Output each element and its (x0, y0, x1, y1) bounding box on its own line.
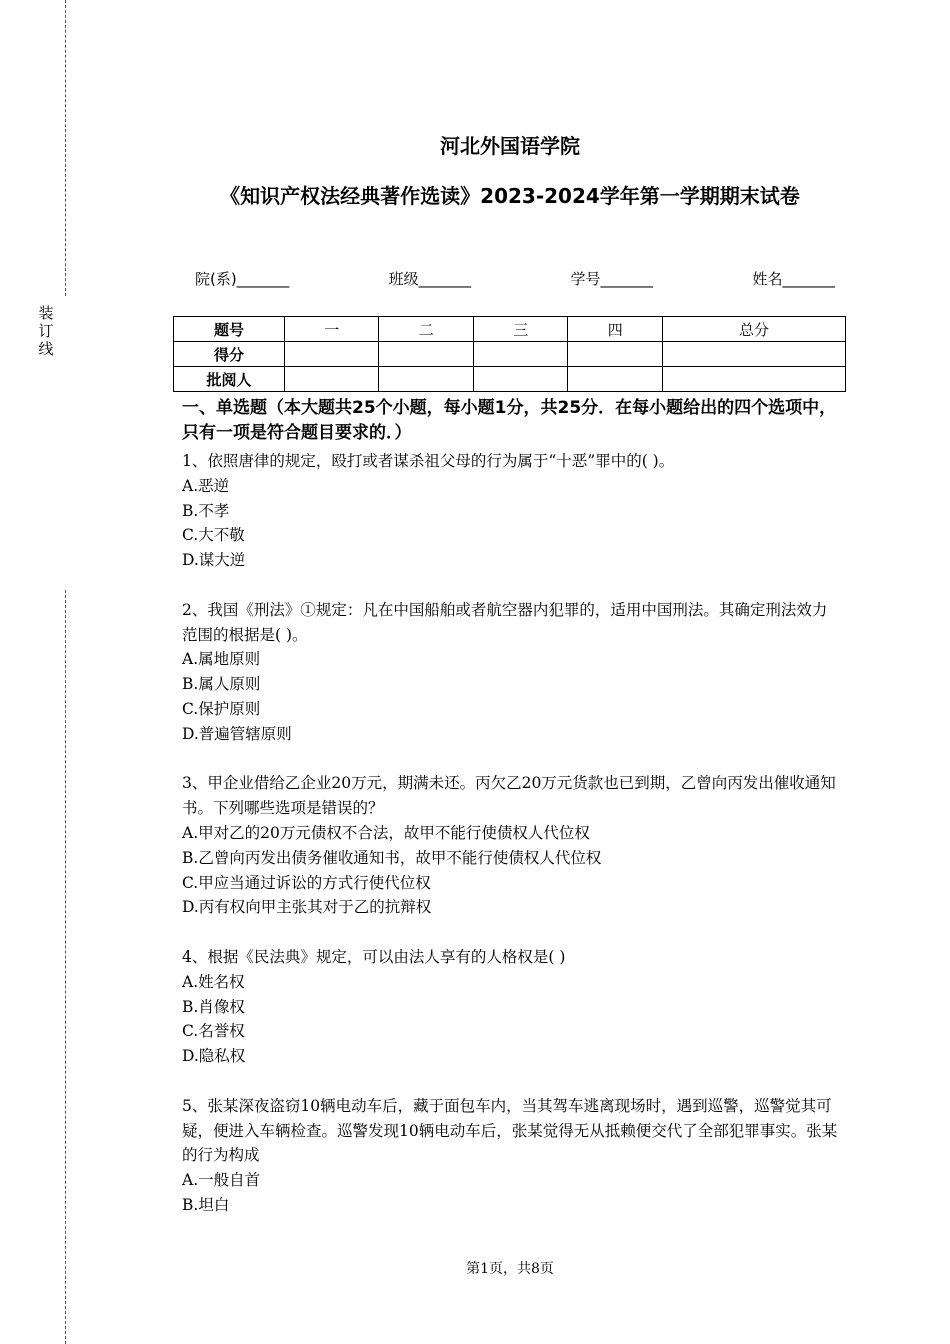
score-cell (379, 342, 473, 367)
binding-label: 装订线 (38, 304, 54, 358)
question-option: A.恶逆 (182, 476, 230, 495)
page-footer: 第1页，共8页 (466, 1261, 554, 1277)
score-table-header: 题号 (174, 317, 285, 342)
question-option: C.甲应当通过诉讼的方式行使代位权 (182, 873, 431, 892)
section-heading: 一、单选题（本大题共25个小题，每小题1分，共25分．在每小题给出的四个选项中，只有一项是符合题目要求的．） (182, 398, 837, 443)
question-option: C.名誉权 (182, 1022, 245, 1041)
student-id-field: 学号_______ (570, 270, 654, 288)
question-stem: 4、根据《民法典》规定，可以由法人享有的人格权是( ) (182, 947, 566, 966)
question-option: D.丙有权向甲主张其对于乙的抗辩权 (182, 898, 432, 917)
score-table-header: 三 (473, 317, 567, 342)
question-option: C.大不敬 (182, 526, 245, 545)
score-cell (379, 367, 473, 392)
question-stem: 5、张某深夜盗窃10辆电动车后，藏于面包车内，当其驾车逃离现场时，遇到巡警，巡警觉其可疑，便进入车辆检查。巡警发现10辆电动车后，张某觉得无从抵赖便交代了全部犯罪事实。张某的行为构成 (182, 1096, 838, 1165)
question-2 (182, 598, 842, 747)
question-3 (182, 771, 842, 920)
question-option: C.保护原则 (182, 699, 261, 718)
question-5 (182, 1094, 842, 1218)
question-stem: 1、依照唐律的规定，殴打或者谋杀祖父母的行为属于“十恶”罪中的( )。 (182, 452, 675, 470)
score-cell (568, 342, 662, 367)
exam-content (182, 396, 842, 1243)
score-table-header: 一 (285, 317, 379, 342)
question-option: B.坦白 (182, 1195, 230, 1214)
binding-line-bottom (65, 590, 66, 1344)
score-table-header: 四 (568, 317, 662, 342)
department-field: 院(系)_______ (195, 270, 290, 288)
score-table-header-row (174, 317, 846, 342)
question-stem: 2、我国《刑法》①规定：凡在中国船舶或者航空器内犯罪的，适用中国刑法。其确定刑法效力范围的根据是( )。 (182, 600, 828, 644)
question-option: D.普遍管辖原则 (182, 724, 292, 743)
question-stem: 3、甲企业借给乙企业20万元，期满未还。丙欠乙20万元货款也已到期，乙曾向丙发出催收通知书。下列哪些选项是错误的？ (182, 774, 836, 818)
score-cell (662, 342, 845, 367)
class-field: 班级_______ (388, 270, 472, 288)
question-option: B.肖像权 (182, 997, 245, 1016)
question-option: A.姓名权 (182, 972, 245, 991)
score-row-label: 得分 (174, 342, 285, 367)
school-title: 河北外国语学院 (440, 134, 580, 158)
score-cell (473, 342, 567, 367)
question-option: A.属地原则 (182, 650, 261, 669)
exam-title: 《知识产权法经典著作选读》2023-2024学年第一学期期末试卷 (220, 184, 800, 208)
score-table-header: 总分 (662, 317, 845, 342)
question-option: D.隐私权 (182, 1047, 246, 1066)
question-option: B.属人原则 (182, 675, 261, 694)
score-table-row (174, 342, 846, 367)
score-table-row (174, 367, 846, 392)
score-cell (568, 367, 662, 392)
score-table-header: 二 (379, 317, 473, 342)
question-option: D.谋大逆 (182, 551, 246, 570)
question-4 (182, 945, 842, 1069)
score-table (173, 316, 846, 392)
score-cell (285, 367, 379, 392)
question-option: A.甲对乙的20万元债权不合法，故甲不能行使债权人代位权 (182, 823, 590, 842)
score-cell (285, 342, 379, 367)
question-option: A.一般自首 (182, 1171, 261, 1190)
score-row-label: 批阅人 (174, 367, 285, 392)
question-1 (182, 449, 842, 573)
score-cell (473, 367, 567, 392)
student-info-row (195, 268, 835, 289)
question-option: B.乙曾向丙发出债务催收通知书，故甲不能行使债权人代位权 (182, 848, 602, 867)
question-option: B.不孝 (182, 501, 230, 520)
name-field: 姓名_______ (752, 270, 835, 288)
score-cell (662, 367, 845, 392)
